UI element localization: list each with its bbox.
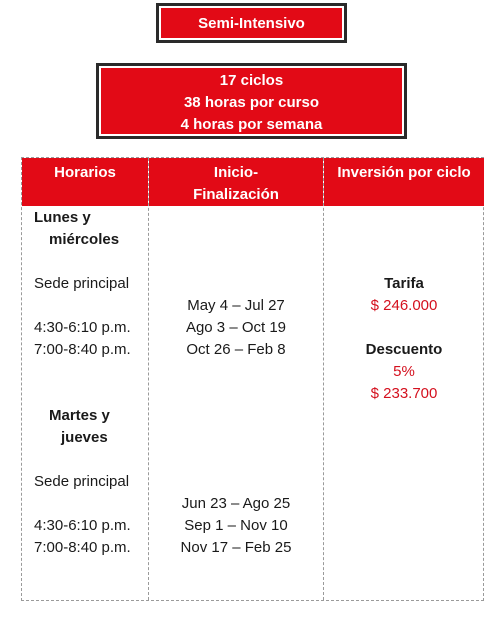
discount-value: $ 233.700 <box>370 385 438 402</box>
group1-time-1: 4:30-6:10 p.m. <box>34 319 131 336</box>
program-title: Semi-Intensivo <box>198 15 305 32</box>
hours-per-course: 38 horas por curso <box>183 94 320 111</box>
group1-date-2: Ago 3 – Oct 19 <box>185 319 287 336</box>
tariff-label: Tarifa <box>384 275 424 292</box>
group1-days-line2: miércoles <box>49 231 120 248</box>
header-start-end-line1: Inicio- <box>213 164 259 181</box>
group2-days-line1: Martes y <box>49 407 110 424</box>
group2-date-2: Sep 1 – Nov 10 <box>184 517 288 534</box>
header-start-end-line2: Finalización <box>193 186 279 203</box>
header-schedules <box>22 158 148 206</box>
group2-time-1: 4:30-6:10 p.m. <box>34 517 131 534</box>
discount-percent: 5% <box>393 363 415 380</box>
discount-label: Descuento <box>365 341 443 358</box>
group2-time-2: 7:00-8:40 p.m. <box>34 539 131 556</box>
hours-per-week: 4 horas por semana <box>180 116 323 133</box>
group1-date-3: Oct 26 – Feb 8 <box>186 341 286 358</box>
program-title-box <box>159 6 344 40</box>
group2-date-1: Jun 23 – Ago 25 <box>181 495 291 512</box>
group2-days-line2: jueves <box>61 429 108 446</box>
header-investment-label: Inversión por ciclo <box>337 164 471 181</box>
group1-days-line1: Lunes y <box>34 209 91 226</box>
group1-location: Sede principal <box>34 275 130 292</box>
group1-date-1: May 4 – Jul 27 <box>187 297 285 314</box>
header-start-end <box>149 158 323 206</box>
program-info-box <box>99 66 404 136</box>
header-investment <box>324 158 484 206</box>
group2-location: Sede principal <box>34 473 130 490</box>
schedule-table <box>21 157 484 601</box>
header-schedules-label: Horarios <box>54 164 116 181</box>
tariff-value: $ 246.000 <box>370 297 438 314</box>
cycles-count: 17 ciclos <box>219 72 284 89</box>
group2-date-3: Nov 17 – Feb 25 <box>180 539 292 556</box>
group1-time-2: 7:00-8:40 p.m. <box>34 341 131 358</box>
